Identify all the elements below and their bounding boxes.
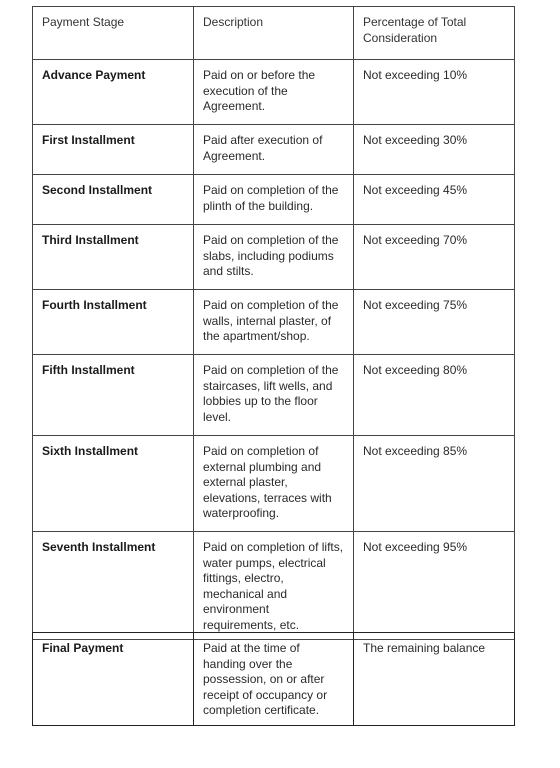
table-row: [33, 225, 515, 290]
stage-cell: Sixth Installment: [33, 436, 194, 532]
description-cell: Paid on completion of lifts, water pumps, electrical fittings, electro, mechanical and environment requirements, etc.: [194, 532, 354, 640]
percentage-cell: Not exceeding 30%: [354, 125, 515, 175]
final-payment-table: [32, 632, 515, 726]
header-description: Description: [194, 7, 354, 60]
table-row: [33, 125, 515, 175]
stage-cell: Advance Payment: [33, 60, 194, 125]
header-stage: Payment Stage: [33, 7, 194, 60]
stage-cell: Final Payment: [33, 633, 194, 726]
description-cell: Paid on completion of the plinth of the building.: [194, 175, 354, 225]
percentage-cell: Not exceeding 70%: [354, 225, 515, 290]
table-row: [33, 290, 515, 355]
table-row: [33, 355, 515, 436]
stage-cell: Fifth Installment: [33, 355, 194, 436]
description-cell: Paid on completion of the staircases, lift wells, and lobbies up to the floor level.: [194, 355, 354, 436]
table-header-row: [33, 7, 515, 60]
description-cell: Paid after execution of Agreement.: [194, 125, 354, 175]
table-row: [33, 175, 515, 225]
description-cell: Paid on or before the execution of the Agreement.: [194, 60, 354, 125]
table-row: [33, 436, 515, 532]
percentage-cell: Not exceeding 75%: [354, 290, 515, 355]
payment-schedule-table: [32, 6, 515, 640]
stage-cell: Third Installment: [33, 225, 194, 290]
percentage-cell: Not exceeding 80%: [354, 355, 515, 436]
stage-cell: Seventh Installment: [33, 532, 194, 640]
percentage-cell: Not exceeding 45%: [354, 175, 515, 225]
header-percentage: Percentage of Total Consideration: [354, 7, 515, 60]
stage-cell: First Installment: [33, 125, 194, 175]
description-cell: Paid at the time of handing over the possession, on or after receipt of occupancy or completion certificate.: [194, 633, 354, 726]
percentage-cell: Not exceeding 10%: [354, 60, 515, 125]
description-cell: Paid on completion of the slabs, including podiums and stilts.: [194, 225, 354, 290]
percentage-cell: The remaining balance: [354, 633, 515, 726]
table-row: [33, 60, 515, 125]
description-cell: Paid on completion of external plumbing and external plaster, elevations, terraces with waterproofing.: [194, 436, 354, 532]
stage-cell: Fourth Installment: [33, 290, 194, 355]
percentage-cell: Not exceeding 95%: [354, 532, 515, 640]
stage-cell: Second Installment: [33, 175, 194, 225]
final-payment-row: [33, 633, 515, 726]
percentage-cell: Not exceeding 85%: [354, 436, 515, 532]
description-cell: Paid on completion of the walls, internal plaster, of the apartment/shop.: [194, 290, 354, 355]
table-row: [33, 532, 515, 640]
